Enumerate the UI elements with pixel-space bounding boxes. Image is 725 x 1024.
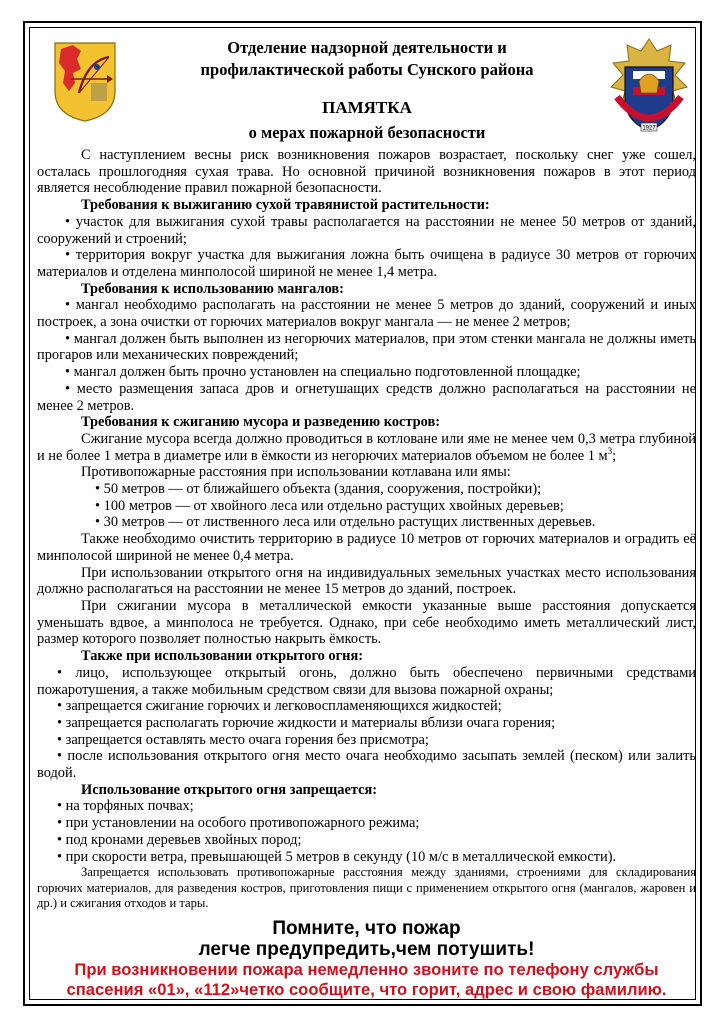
list-item: • лицо, использующее открытый огонь, должно быть обеспечено первичными средствами пожаротушения, а также мобильным средством связи для вызова пожарной охраны; [37,664,696,698]
list-item: • мангал должен быть выполнен из негорючих материалов, при этом стенки мангала не должны иметь прогаров или механических повреждений; [37,330,696,364]
document-body [37,147,696,1000]
waste-paragraph-1 [37,431,696,464]
emblem-year: 1927 [642,125,656,132]
waste-p1-text: Сжигание мусора всегда должно проводиться в котловане или яме не менее чем 0,3 метра глубиной и не более 1 метра в диаметре или в ёмкости из негорючих материалов объемом не более 1 м [37,430,696,464]
remember-line-2: легче предупредить,чем потушить! [198,939,535,961]
section-heading-burning: Требования к выжиганию сухой травянистой растительности: [81,197,490,214]
list-item: • на торфяных почвах; [57,798,194,815]
org-line-1: Отделение надзорной деятельности и [227,38,507,57]
list-item: • при скорости ветра, превышающей 5 метров в секунду (10 м/с в металлической емкости). [57,848,617,865]
waste-paragraph-3: Также необходимо очистить территорию в радиусе 10 метров от горючих материалов и оградить её минполосой шириной не менее 0,4 метра. [37,531,696,564]
list-item: • участок для выжигания сухой травы располагается на расстоянии не менее 50 метров от зданий, сооружений и строений; [37,213,696,247]
remember-line-1: Помните, что пожар [272,918,461,940]
document-header [37,33,696,147]
list-item: • 50 метров — от ближайшего объекта (здания, сооружения, постройки); [95,481,542,498]
list-item: • запрещается сжигание горючих и легковоспламеняющихся жидкостей; [57,698,502,715]
section-heading-open-fire: Также при использовании открытого огня: [81,648,364,665]
section-heading-prohibited: Использование открытого огня запрещается: [81,781,378,798]
remember-slogan [37,918,696,960]
list-item: • мангал должен быть прочно установлен на специально подготовленной площадке; [65,364,581,381]
list-item: • мангал необходимо располагать на расстоянии не менее 5 метров до зданий, сооружений и иных построек, а зона очистки от горючих материалов вокруг мангала — не менее 2 метров; [37,297,696,331]
waste-p1-end: ; [612,447,617,464]
list-item: • при установлении на особого противопожарного режима; [57,815,420,832]
waste-paragraph-5: При сжигании мусора в металлической емкости указанные выше расстояния допускается уменьшать вдвое, а минполоса не требуется. Однако, при себе необходимо иметь металлический лист, размер которого позволяет полностью накрыть ёмкость. [37,597,696,648]
emergency-line-2: спасения «01», «112»четко сообщите, что горит, адрес и свою фамилию. [66,980,667,1000]
state-fire-supervision-emblem-icon [603,37,695,137]
organization-name [137,37,597,81]
cubic-superscript: 3 [607,445,613,456]
waste-paragraph-4: При использовании открытого огня на индивидуальных земельных участках место использования должно располагаться на расстоянии не менее 15 метров до зданий, построек. [37,564,696,598]
list-item: • 100 метров — от хвойного леса или отдельно растущих хвойных деревьев; [95,497,564,514]
org-line-2: профилактической работы Сунского района [200,60,534,79]
intro-paragraph: С наступлением весны риск возникновения пожаров возрастает, поскольку снег уже сошел, осталась прошлогодняя сухая трава. Но основной причиной возникновения пожаров в этот период является несоблюдение правил пожарной безопасности. [37,147,696,197]
section-heading-grills: Требования к использованию мангалов: [81,280,344,297]
section-heading-waste: Требования к сжиганию мусора и разведению костров: [81,414,441,431]
document-content [37,33,696,1000]
kirov-oblast-coat-of-arms-icon [51,39,119,123]
waste-paragraph-2: Противопожарные расстояния при использовании котлавана или ямы: [81,464,511,481]
list-item: • запрещается оставлять место очага горения без присмотра; [57,731,429,748]
list-item: • под кронами деревьев хвойных пород; [57,831,302,848]
list-item: • территория вокруг участка для выжигания ложна быть очищена в радиусе 30 метров от горючих материалов и отделена минполосой шириной не менее 1,4 метра. [37,247,696,280]
emergency-notice [37,960,696,1000]
document-subject: о мерах пожарной безопасности [248,123,486,142]
prohibited-note: Запрещается использовать противопожарные расстояния между зданиями, строениями для складирования горючих материалов, для разведения костров, приготовления пищи с применением открытого огня (мангалов, жаровен и др.) и сжигания отходов и тары. [37,865,696,911]
document-type: ПАМЯТКА [322,98,412,117]
list-item: • место размещения запаса дров и огнетушащих средств должно располагаться на расстоянии не менее 2 метров. [37,380,696,414]
list-item: • 30 метров — от лиственного леса или отдельно растущих лиственных деревьев. [95,514,596,531]
list-item: • после использования открытого огня место очага необходимо засыпать землей (песком) или залить водой. [37,748,696,782]
emergency-line-1: При возникновении пожара немедленно звоните по телефону службы [74,960,659,980]
list-item: • запрещается располагать горючие жидкости и материалы вблизи очага горения; [57,714,556,731]
